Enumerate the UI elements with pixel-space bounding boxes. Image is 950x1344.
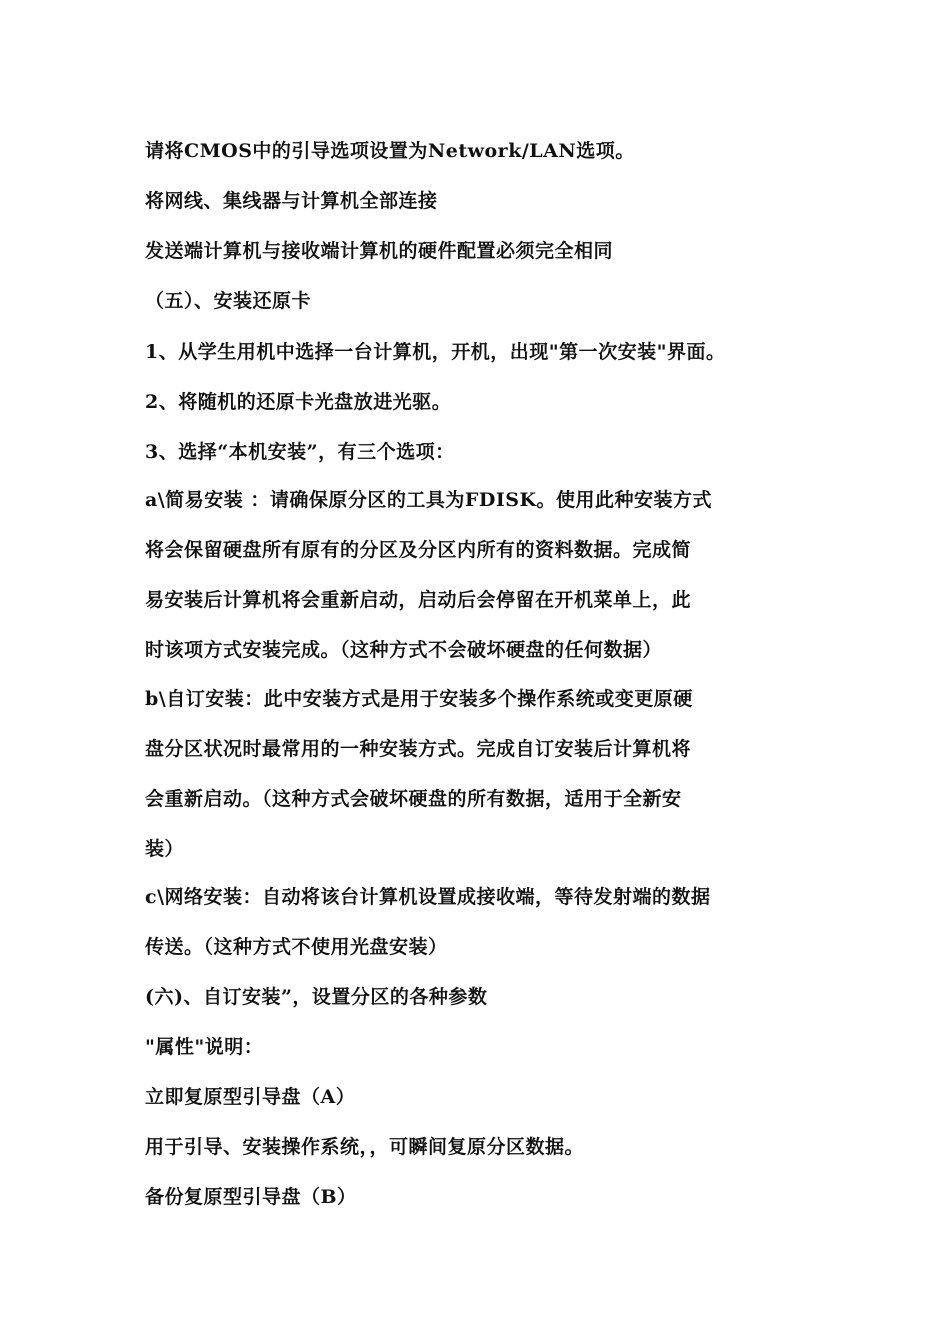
text-line: 2、将随机的还原卡光盘放进光驱。 xyxy=(145,391,452,413)
text-line: 1、从学生用机中选择一台计算机，开机，出现"第一次安装"界面。 xyxy=(145,341,726,363)
text-line: 3、选择“本机安装”，有三个选项： xyxy=(145,441,455,463)
text-line: 易安装后计算机将会重新启动，启动后会停留在开机菜单上，此 xyxy=(145,589,692,611)
section-heading: (六)、自订安装”，设置分区的各种参数 xyxy=(145,986,488,1008)
text-line: 立即复原型引导盘（A） xyxy=(145,1086,356,1108)
text-line: 时该项方式安装完成。（这种方式不会破坏硬盘的任何数据） xyxy=(145,639,663,661)
text-line: "属性"说明： xyxy=(145,1036,264,1058)
text-line: a\简易安装 ：请确保原分区的工具为FDISK。使用此种安装方式 xyxy=(145,489,712,511)
text-line: 将会保留硬盘所有原有的分区及分区内所有的资料数据。完成简 xyxy=(145,539,692,561)
text-line: 将网线、集线器与计算机全部连接 xyxy=(145,190,438,212)
text-line: 请将CMOS中的引导选项设置为Network/LAN选项。 xyxy=(145,140,635,162)
text-line: c\网络安装：自动将该台计算机设置成接收端，等待发射端的数据 xyxy=(145,886,711,908)
text-line: 装） xyxy=(145,838,185,860)
text-line: 会重新启动。（这种方式会破坏硬盘的所有数据，适用于全新安 xyxy=(145,788,682,810)
text-line: b\自订安装：此中安装方式是用于安装多个操作系统或变更原硬 xyxy=(145,688,693,710)
text-line: 用于引导、安装操作系统，，可瞬间复原分区数据。 xyxy=(145,1136,585,1158)
section-heading: （五）、安装还原卡 xyxy=(145,290,312,312)
text-line: 传送。（这种方式不使用光盘安装） xyxy=(145,936,448,958)
text-line: 发送端计算机与接收端计算机的硬件配置必须完全相同 xyxy=(145,240,614,262)
text-line: 备份复原型引导盘（B） xyxy=(145,1186,357,1208)
text-line: 盘分区状况时最常用的一种安装方式。完成自订安装后计算机将 xyxy=(145,738,692,760)
